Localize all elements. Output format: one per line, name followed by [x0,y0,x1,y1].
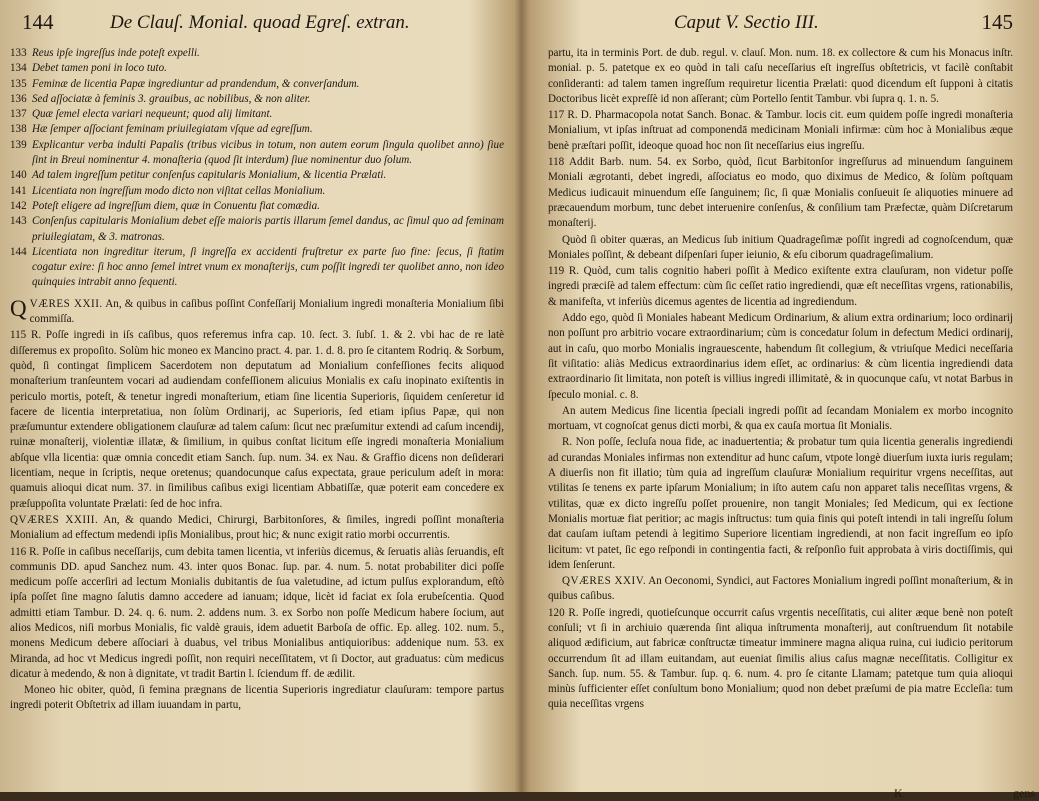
list-item: 140 Ad talem ingreſſum petitur conſenſus capitularis Monialium, & licentia Prælati. [10,169,387,182]
paragraph-117: 117 R. D. Pharmacopola notat Sanch. Bonac. & Tambur. locis cit. eum quidem poſſe ingredi monaſteria Monialium, vt ipſas inſtruat ad componendā medicinam Moniali infirmæ: cùm hoc à Monialibus æque benè præſtari poſſit, ideoque quoad hoc non ſit neceſſarius eius ingreſſu. [548,109,1013,152]
list-item: 137 Quæ ſemel electa variari nequeunt; quod alij limitant. [10,108,273,121]
drop-cap: Q [10,295,27,321]
right-page [514,0,1039,800]
left-page-number: 144 [22,10,54,34]
question-text: An, & quando Medici, Chirurgi, Barbitonſores, & ſimiles, ingredi poſſint monaſteria Monialium ad effectum medendi ipſis Monialibus, prout hic; & nunc exigit ratio morbi occurrentis. [10,513,504,542]
right-running-title: Caput V. Sectio III. [674,12,819,33]
question-text: An, & quibus in caſibus poſſint Confeſſarij Monialium ingredi monaſteria Monialium ſibi commiſſa. [29,297,504,326]
list-item: 139 Explicantur verba indulti Papalis (tribus vicibus in totum, non autem eorum ſingula quolibet anno) ſiue ſint in Breui nominentur 4. monaſteria (quod ſit interdum) ſiue nominentur duo ſolum. [10,138,504,167]
list-item: 143 Conſenſus capitularis Monialium debet eſſe maioris partis illarum ſemel dandus, ac ſimul quo ad feminam priuilegiatam, & 3. matronas. [10,215,504,243]
paragraph-continued: partu, ita in terminis Port. de dub. regul. v. clauſ. Mon. num. 18. ex collectore & cum his Monacus inſtr. monial. p. 5. patetque ex eo quòd in tali caſu neceſſarius eſt ingreſſus obſtetricis, vt facilè conſtabit conſideranti: ad talem tamen ingreſſum requiretur licentia Prælati: quod dicendum eſt ſupponi à citatis Doctoribus licèt expreſſè id non aſſerant; cùm Portello ſentit Tambur. vbi ſupra q. 1. n. 5. [548,47,1013,105]
left-text-block [10,46,504,788]
list-item: 135 Feminæ de licentia Papæ ingrediuntur ad prandendum, & converſandum. [10,77,360,90]
question-24 [548,574,1013,605]
right-text-block [548,46,1013,788]
right-running-head [514,6,1039,36]
left-running-head [0,6,512,36]
summary-list [10,46,504,291]
list-item: 136 Sed aſſociatæ à feminis 3. grauibus, ac nobilibus, & non aliter. [10,92,311,105]
question-22 [10,297,504,328]
paragraph-118: 118 Addit Barb. num. 54. ex Sorbo, quòd, ſicut Barbitonſor ingreſſurus ad minuendum ſanguinem Moniali ægrotanti, debet ingredi, aſſociatus eo modo, quo diximus de Medico, & ſolùm poſtquam Medicus iudicauit minuendum eſſe ſanguinem; ſic, ſi quæ Monialis conſueuit ſe aliquoties minuere ad præcauendum morbum, tunc debet interuenire conſenſus, & conſilium tam Præfectæ, quàm Diſcretarum monaſterij. [548,156,1013,230]
paragraph-115: 115 R. Poſſe ingredi in iſs caſibus, quos referemus infra cap. 10. ſect. 3. ſubſ. 1. & 2. vbi hac de re latè diſſeremus ex propoſito. Solùm hic moneo ex Mancino pract. 4. par. 1. d. 8. pro ſe citantem Rodriq. & Sorbum, quòd, ſi contingat ſimplicem Sacerdotem non deputatum ad Monialium confeſſiones fecits aliquod monaſterium tranſeuntem vocari ad audiendam confeſſionem alicuius Monialis ex caſu inopinato exiſtentis in periculo mortis, poteſt, & tenetur ingredi monaſterium, etiam ſine licentia Superioris, ſiquidem cenſeretur id facere de licentia interpretatiua, non ſolùm Ordinarij, ac Superioris, ſed etiam ipſius Papæ, qui non præſumuntur extendere obligationem clauſuræ ad talem caſum: ſicut nec præſumitur extendi ad caſum incendij, ruinæ monaſterij, violentiæ illatæ, & ſimilium, in quibus conſtat licitum eſſe ingredi monaſteria Monialium abſque vlla licentia: quæ omnia concedit etiam Sanch. ſup. num. 34. ex Nau. & Graffio dicens non deſiderari licentiam, neque in ſcriptis, neque oretenus; quandocunque caſus expectata, graue periculum adeſt in mora: quamuis alioqui dicat num. 37. in ſimilibus caſibus exigi licentiam Abbatiſſæ, quæ poterit eam concedere ex præſuppoſita voluntate Prælati: ſed de hoc infra. [10,329,504,510]
paragraph-120: 120 R. Poſſe ingredi, quotieſcunque occurrit caſus vrgentis neceſſitatis, cui aliter æque benè non poteſt conſuli; vt ſi in archiuio quærenda ſint aliqua inſtrumenta monaſterij, aut conſtruendum ſit notabile aliquod ædificium, aut fabricæ conſtructæ timeatur imminere magna aliqua ruina, cui iudicio peritorum occurrendum ſit ad illam euitandam, aut eueniat ſimilis alius caſus magnæ neceſſitatis. Colligitur ex Sanch. ſup. num. 55. & Tambur. ſup. q. 6. num. 4. pro ſe citante Llamam; patetque tum quia alioqui minùs ſufficienter eſſet conſultum bono Monialium; quod non debet præſumi de pia matre Eccleſia: tum quia neceſſitas vrgens [548,606,1013,711]
list-item: 141 Licentiata non ingreſſum modo dicto non viſitat cellas Monialium. [10,184,326,197]
left-page [0,0,512,792]
paragraph-moneo: Moneo hic obiter, quòd, ſi femina prægnans de licentia Superioris ingrediatur clauſuram: tempore partus ingredi poterit Obſtetrix ad illam iuuandam in partu, [10,684,504,712]
catchword: gens [1013,786,1035,800]
signature-mark: K [894,786,903,800]
paragraph-quod: Quòd ſi obiter quæras, an Medicus ſub initium Quadrageſimæ poſſit ingredi ad cognoſcendum, quæ Moniales poſſint, & debeant diſpenſari ſuper ieiunio, & eſu ciborum quadrageſimalium. [548,233,1013,261]
paragraph-116: 116 R. Poſſe in caſibus neceſſarijs, cum debita tamen licentia, vt inferiùs dicemus, & ſeruatis aliàs ſeruandis, eſt communis DD. apud Sanchez num. 43. inter quos Bonac. ſup. par. 4. num. 5. notat probabiliter dici poſſe medicum poſſe accerſiri ad lectum Monialis dubitantis de ſua valetudine, ad ictum pulſus explorandum, eſtò ipſa poſſet ſine magno ſalutis damno accedere ad ianuam; idque, licèt id faciat ex ſola erubeſcentia. Quod admitti etiam Tambur. D. 24. q. 6. num. 2. addens num. 3. ex Sorbo non poſſe Medicum habere ſocium, aut alios Medicos, niſi morbus Monialis, fic valdè grauis, idem aduetit Barboſa de offic. Ep. alleg. 102. num. 5., monens Medicum debere aſſociari à duabus, vel tribus Monialibus antiquioribus: addenique num. 53. ex Miranda, ad hoc vt Medicus ingredi poſſit, non requiri neceſſitatem, vt ſi Doctor, aut graduatus: cùm medicus dicatur à medendo, & non à dignitate, vt tradit Bartin l. ſciendum ff. de ædilit. [10,545,504,680]
list-item: 134 Debet tamen poni in loco tuto. [10,62,167,75]
list-item: 138 Hæ ſemper aſſociant feminam priuilegiatam vſque ad egreſſum. [10,123,313,136]
paragraph-addo: Addo ego, quòd ſi Moniales habeant Medicum Ordinarium, & alium extra ordinarium; loco ordinarij non poſſunt pro arbitrio vocare extraordinarium; cùm is concedatur ſolum in defectum Medici ordinarij, aut in caſu, quo morbo Monialis ingrauescente, habendum ſit collegium, & vtriuſque Medici neceſſaria ſit viſitatio: aliàs Medicus extraordinarius idem eſſet, ac ordinarius: & cùm licentia ingrediendi data extraordinario ſit limitata, non poteſt is villius ingredi illimitatè, & in quocunque caſu, vt notat Barbus in ſpeculo monial. c. 8. [548,312,1013,401]
list-item: 144 Licentiata non ingreditur iterum, ſi ingreſſa ex accidenti fruſtretur ex parte ſuo fine: ſecus, ſi ſtatim cogatur exire: ſi hoc anno ſemel intret vnum ex monaſterijs, cum poſſit ingredi ter quolibet anno, non ideo quinquies intrabit anno ſequenti. [10,245,504,289]
right-page-number: 145 [981,10,1013,34]
list-item: 133 Reus ipſe ingreſſus inde poteſt expelli. [10,47,200,59]
list-item: 142 Poteſt eligere ad ingreſſum diem, quæ in Conuentu fiat comædia. [10,199,320,212]
question-heading: QVÆRES XXIII. [10,513,99,526]
paragraph-non-posse: R. Non poſſe, ſecluſa noua fide, ac inaduertentia; & probatur tum quia licentia generalis ingrediendi ad curandas Moniales infirmas non extenditur ad hunc caſum, vtpote longè diuerſum iuxta iuris regulam; A diuerſis non fit illatio; tùm quia ad ingreſſum clauſuræ Monialium requiritur vrgens neceſſitas, aut vtilitas ſe tenens ex parte ipſarum Monialium; in iſto autem caſu non apparet talis neceſſitas vrgens, & vtilitas, quæ ex dicto ingreſſu poſſet prouenire, non tangit Moniales; ſed Medicum, qui ex ſectione Monialis mortuæ fiat peritior; ac magis inſtructus: tum quia finis qui poteſt intendi in tali ingreſſu ſolum dat cauſam iuſtam petendi à legitimo Superiore licentiam ingrediendi, at non facit ingreſſum eo ipſo licitum: vt patet, ſic ego reſpondi in contingentia facti, & reſponſio fuit approbata à viris doctiſſimis, qui idem ſenſerunt. [548,436,1013,571]
paragraph-an-autem: An autem Medicus ſine licentia ſpeciali ingredi poſſit ad ſecandam Monialem ex morbo incognito mortuam, vt cognoſcat genus dicti morbi, & qua ex cauſa mortua ſit Monialis. [548,404,1013,433]
question-heading: QVÆRES XXIV. [562,575,647,588]
question-heading: VÆRES XXII. [29,297,103,310]
question-text: An Oeconomi, Syndici, aut Factores Monialium ingredi poſſint monaſterium, & in quibus caſibus. [548,575,1013,603]
left-running-title: De Clauſ. Monial. quoad Egreſ. extran. [110,12,410,33]
question-23 [10,513,504,544]
paragraph-119: 119 R. Quòd, cum talis cognitio haberi poſſit à Medico exiſtente extra clauſuram, non videtur poſſe ingredi præciſè ad talem effectum: cùm ſic ceſſet ratio ingrediendi, quæ eſt neceſſitas vrgens, rationabilis, & manifeſta, vt inferiùs dicemus agentes de licentia ad ingrediendum. [548,265,1013,308]
